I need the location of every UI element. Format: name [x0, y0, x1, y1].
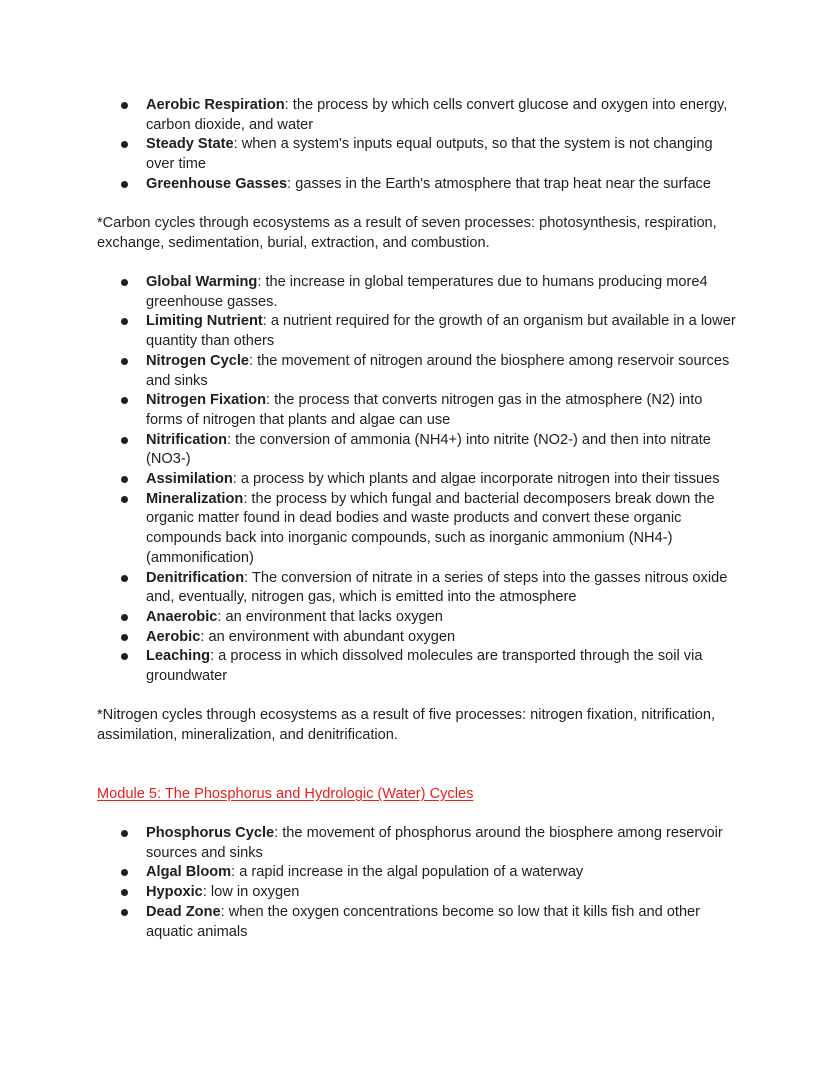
- definition: : a process in which dissolved molecules are transported through the soil via groundwater: [146, 648, 703, 685]
- nitrogen-cycle-note: *Nitrogen cycles through ecosystems as a result of five processes: nitrogen fixation, nitrification, assimilation, mineralization, and denitrification.: [97, 707, 716, 743]
- list-item: [0, 273, 736, 312]
- bullet-icon: [121, 830, 128, 837]
- bullet-icon: [121, 318, 128, 325]
- definition: : a nutrient required for the growth of an organism but available in a lower quantity than others: [146, 313, 736, 350]
- bullet-icon: [121, 909, 128, 916]
- list-item: [0, 470, 736, 490]
- list-item: [0, 903, 736, 942]
- term: Leaching: [146, 648, 211, 665]
- list-item: [0, 647, 736, 686]
- list-item: [0, 883, 736, 903]
- module-5-heading-link[interactable]: Module 5: The Phosphorus and Hydrologic (Water) Cycles: [97, 786, 474, 802]
- definition: : when the oxygen concentrations become so low that it kills fish and other aquatic animals: [146, 903, 701, 940]
- list-item: [0, 352, 736, 391]
- definition: : the process by which fungal and bacterial decomposers break down the organic matter found in dead bodies and waste products and convert these organic compounds back into inorganic compounds, such as inorganic ammonium (NH4-) (ammonification): [146, 490, 715, 566]
- term: Steady State: [146, 136, 234, 153]
- term-list-respiration: [0, 96, 828, 195]
- definition: : when a system's inputs equal outputs, so that the system is not changing over time: [146, 136, 713, 173]
- term-list-phosphorus: [0, 824, 828, 942]
- bullet-icon: [121, 889, 128, 896]
- definition: : the process by which cells convert glucose and oxygen into energy, carbon dioxide, and water: [146, 97, 728, 133]
- term: Algal Bloom: [146, 864, 232, 881]
- term: Greenhouse Gasses: [146, 175, 288, 192]
- term: Dead Zone: [146, 903, 221, 920]
- bullet-icon: [121, 614, 128, 621]
- term: Denitrification: [146, 569, 245, 586]
- bullet-icon: [121, 141, 128, 148]
- definition: : The conversion of nitrate in a series of steps into the gasses nitrous oxide and, eventually, nitrogen gas, which is emitted into the atmosphere: [146, 569, 728, 606]
- definition: : the conversion of ammonia (NH4+) into nitrite (NO2-) and then into nitrate (NO3-): [146, 431, 711, 468]
- definition: : the movement of phosphorus around the biosphere among reservoir sources and sinks: [146, 825, 723, 861]
- definition: : an environment that lacks oxygen: [217, 608, 443, 625]
- list-item: [0, 175, 736, 195]
- definition: : gasses in the Earth's atmosphere that trap heat near the surface: [287, 175, 711, 192]
- bullet-icon: [121, 279, 128, 286]
- definition: : low in oxygen: [202, 884, 300, 901]
- bullet-icon: [121, 358, 128, 365]
- list-item: [0, 863, 736, 883]
- list-item: [0, 608, 736, 628]
- list-item: [0, 135, 736, 174]
- term: Aerobic Respiration: [146, 97, 285, 113]
- list-item: [0, 431, 736, 470]
- term: Global Warming: [146, 274, 258, 290]
- term: Mineralization: [146, 490, 244, 507]
- bullet-icon: [121, 634, 128, 641]
- list-item: [0, 312, 736, 351]
- term: Phosphorus Cycle: [146, 825, 275, 841]
- term: Limiting Nutrient: [146, 313, 263, 330]
- list-item: [0, 628, 736, 648]
- carbon-cycle-note: *Carbon cycles through ecosystems as a result of seven processes: photosynthesis, respiration, exchange, sedimentation, burial, extraction, and combustion.: [97, 215, 717, 251]
- term: Assimilation: [146, 471, 233, 488]
- definition: : the movement of nitrogen around the biosphere among reservoir sources and sinks: [146, 352, 730, 389]
- list-item: [0, 96, 736, 135]
- term: Nitrogen Fixation: [146, 392, 266, 409]
- term: Nitrogen Cycle: [146, 352, 249, 369]
- list-item: [0, 391, 736, 430]
- term: Hypoxic: [146, 884, 203, 901]
- term-list-nitrogen: [0, 273, 828, 687]
- definition: : an environment with abundant oxygen: [200, 628, 456, 645]
- bullet-icon: [121, 496, 128, 503]
- list-item: [0, 824, 736, 863]
- bullet-icon: [121, 397, 128, 404]
- definition: : a process by which plants and algae incorporate nitrogen into their tissues: [232, 471, 720, 488]
- bullet-icon: [121, 575, 128, 582]
- bullet-icon: [121, 869, 128, 876]
- definition: : the process that converts nitrogen gas in the atmosphere (N2) into forms of nitrogen that plants and algae can use: [146, 392, 703, 428]
- bullet-icon: [121, 653, 128, 660]
- term: Nitrification: [146, 431, 228, 448]
- bullet-icon: [121, 102, 128, 109]
- bullet-icon: [121, 476, 128, 483]
- definition: : the increase in global temperatures due to humans producing more4 greenhouse gasses.: [146, 274, 708, 310]
- term: Anaerobic: [146, 608, 218, 625]
- term: Aerobic: [146, 628, 201, 645]
- definition: : a rapid increase in the algal population of a waterway: [231, 864, 584, 881]
- list-item: [0, 569, 736, 608]
- bullet-icon: [121, 181, 128, 188]
- list-item: [0, 490, 736, 569]
- bullet-icon: [121, 437, 128, 444]
